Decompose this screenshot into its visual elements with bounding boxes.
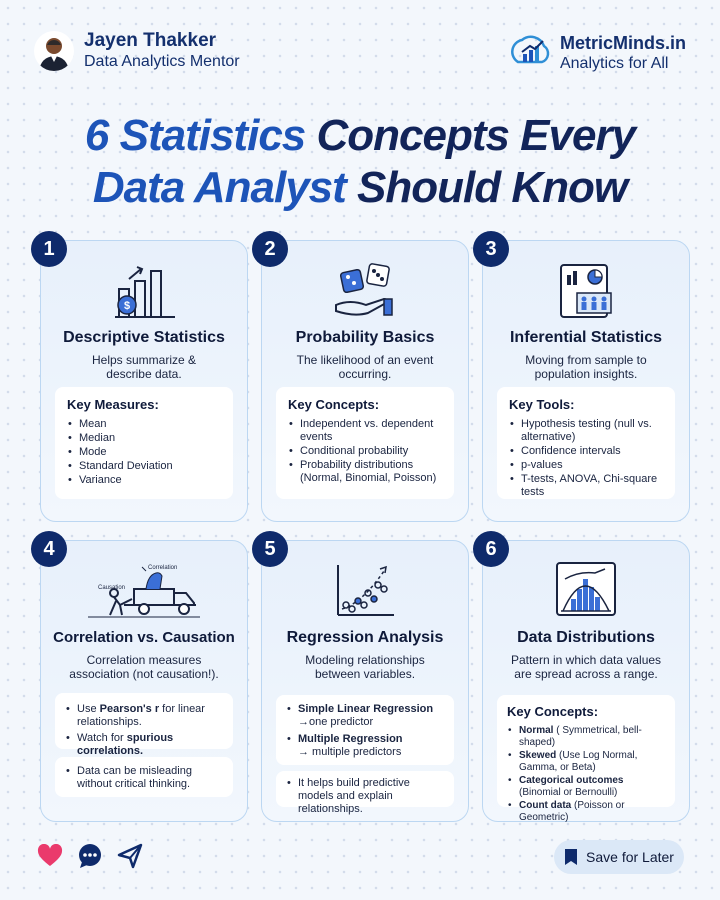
comment-button[interactable] (76, 842, 104, 870)
list-item: • Hypothesis testing (null vs. alternative) (509, 418, 663, 444)
correlation-label: Correlation (148, 565, 178, 571)
card-title: Correlation vs. Causation (53, 629, 235, 646)
causation-label: Causation (98, 585, 126, 591)
card-title: Probability Basics (295, 329, 435, 346)
report-people-icon (551, 259, 621, 321)
card-title: Descriptive Statistics (63, 329, 225, 346)
list-item: • Variance (67, 474, 221, 487)
box-heading: Key Concepts: (288, 397, 380, 412)
distribution-concepts-list (507, 725, 665, 824)
card-descriptive-statistics (40, 237, 248, 522)
list-item: • Conditional probability (288, 445, 442, 458)
list-item: • p-values (509, 459, 663, 472)
dice-hand-icon (330, 259, 400, 321)
card-number-badge: 3 (473, 231, 509, 267)
card-data-distributions (482, 537, 690, 823)
list-item: • Count data (Poisson or Geometric) (507, 800, 665, 824)
brand-name: MetricMinds.in (559, 33, 686, 53)
card-description: Helps summarize & describe data. (91, 353, 197, 381)
correlation-tips-list (65, 703, 223, 758)
list-item: • Simple Linear Regression →one predictor (286, 703, 444, 729)
card-title: Regression Analysis (286, 629, 444, 646)
scatter-trend-icon (330, 559, 400, 621)
title-line2-rest: Should Know (345, 163, 628, 212)
save-for-later-button[interactable] (554, 840, 684, 874)
key-concepts-list (288, 418, 442, 485)
list-item: • It helps build predictive models and explain relationships. (286, 777, 444, 816)
card-number-badge: 2 (252, 231, 288, 267)
distribution-concepts-box (497, 695, 675, 823)
list-item: • Confidence intervals (509, 445, 663, 458)
like-button[interactable] (36, 842, 64, 870)
bell-curve-chart-icon (551, 559, 621, 621)
regression-types-box (276, 695, 454, 765)
list-item: • T-tests, ANOVA, Chi-square tests (509, 473, 663, 499)
key-measures-list (67, 418, 221, 487)
list-item: • Skewed (Use Log Normal, Gamma, or Beta) (507, 750, 665, 774)
save-for-later-label: Save for Later (586, 849, 674, 865)
list-item: • Independent vs. dependent events (288, 418, 442, 444)
title-line1-rest: Concepts Every (305, 111, 636, 160)
list-item: • Normal ( Symmetrical, bell-shaped) (507, 725, 665, 749)
list-item: • Mean (67, 418, 221, 431)
send-icon (117, 843, 143, 869)
card-title: Data Distributions (517, 629, 655, 646)
heart-icon (37, 844, 63, 868)
list-item: • Categorical outcomes (Binomial or Bernoulli) (507, 775, 665, 799)
bookmark-icon (564, 848, 578, 866)
list-item: • Watch for spurious correlations. (65, 732, 223, 758)
author-block (34, 30, 240, 72)
regression-types-list (286, 703, 444, 759)
card-probability-basics (261, 237, 469, 522)
list-item: • Use Pearson's r for linear relationships. (65, 703, 223, 729)
key-tools-list (509, 418, 663, 499)
comment-icon (77, 843, 103, 869)
svg-text:$: $ (123, 300, 131, 312)
card-title: Inferential Statistics (509, 329, 663, 346)
card-description: The likelihood of an event occurring. (296, 353, 434, 381)
brand-tagline: Analytics for All (559, 55, 669, 72)
card-number-badge: 6 (473, 531, 509, 567)
key-measures-box (55, 387, 233, 499)
box-heading: Key Tools: (509, 397, 575, 412)
list-item: • Probability distributions (Normal, Binomial, Poisson) (288, 459, 442, 485)
page-title (0, 110, 720, 214)
title-line1-accent: 6 Statistics (84, 111, 306, 160)
title-line2-accent: Data Analyst (92, 163, 346, 212)
card-description: Moving from sample to population insights. (525, 353, 647, 381)
card-correlation-causation (40, 537, 248, 822)
predictive-models-box (276, 771, 454, 815)
author-name: Jayen Thakker (84, 30, 217, 51)
box-heading: Key Concepts: (507, 704, 599, 719)
brand-logo-icon (510, 34, 552, 72)
correlation-tips-box (55, 693, 233, 757)
share-button[interactable] (116, 842, 144, 870)
author-role: Data Analytics Mentor (84, 53, 240, 70)
list-item: • Multiple Regression → multiple predictors (286, 733, 444, 759)
list-item: • Mode (67, 446, 221, 459)
card-inferential-statistics (482, 237, 690, 522)
brand-block (510, 32, 686, 74)
bar-chart-dollar-icon (109, 259, 179, 321)
social-actions (36, 842, 156, 870)
key-tools-box (497, 387, 675, 499)
card-description: Modeling relationships between variables. (305, 653, 425, 681)
card-description: Correlation measures association (not causation!). (69, 653, 219, 681)
card-regression-analysis (261, 537, 469, 822)
card-number-badge: 4 (31, 531, 67, 567)
card-number-badge: 1 (31, 231, 67, 267)
list-item: • Standard Deviation (67, 460, 221, 473)
card-description: Pattern in which data values are spread across a range. (510, 653, 662, 681)
avatar (34, 31, 74, 71)
card-number-badge: 5 (252, 531, 288, 567)
box-heading: Key Measures: (67, 397, 159, 412)
misleading-data-box (55, 757, 233, 797)
push-truck-icon (84, 559, 204, 621)
list-item: • Data can be misleading without critical thinking. (65, 765, 223, 791)
key-concepts-box (276, 387, 454, 499)
list-item: • Median (67, 432, 221, 445)
